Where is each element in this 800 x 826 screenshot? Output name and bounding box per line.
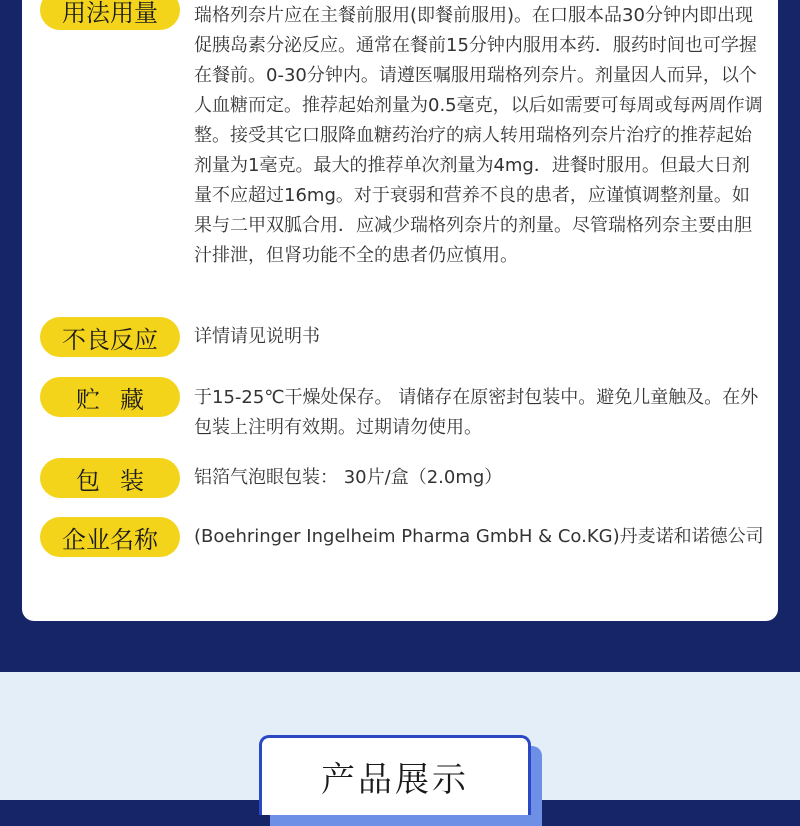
section-label-adverse: 不良反应: [40, 317, 180, 357]
section-text-company: (Boehringer Ingelheim Pharma GmbH & Co.KG)丹麦诺和诺德公司: [194, 526, 764, 547]
section-label-company: 企业名称: [40, 517, 180, 557]
section-text-adverse: 详情请见说明书: [194, 326, 320, 347]
section-text-storage: 于15-25℃干燥处保存。 请储存在原密封包装中。避免儿童触及。在外包装上注明有效期。过期请勿使用。: [194, 387, 759, 438]
section-text-package: 铝箔气泡眼包装： 30片/盒（2.0mg）: [194, 467, 503, 488]
section-label-storage: 贮藏: [40, 377, 180, 417]
section-label-usage: 用法用量: [40, 0, 180, 30]
product-showcase-title: 产品展示: [321, 760, 469, 800]
product-showcase-tab: [259, 735, 531, 815]
info-card: [22, 0, 778, 621]
section-text-usage: 瑞格列奈片应在主餐前服用(即餐前服用)。在口服本品30分钟内即出现促胰岛素分泌反应。通常在餐前15分钟内服用本药．服药时间也可学握在餐前。0-30分钟内。请遵医嘱服用瑞格列奈片。剂量因人而异，以个人血糖而定。推荐起始剂量为0.5毫克，以后如需要可每周或每两周作调整。接受其它口服降血糖药治疗的病人转用瑞格列奈片治疗的推荐起始剂量为1毫克。最大的推荐单次剂量为4mg．进餐时服用。但最大日剂量不应超过16mg。对于衰弱和营养不良的患者，应谨慎调整剂量。如果与二甲双胍合用．应减少瑞格列奈片的剂量。尽管瑞格列奈主要由胆汁排泄，但肾功能不全的患者仍应慎用。: [194, 5, 763, 266]
section-label-package: 包装: [40, 458, 180, 498]
